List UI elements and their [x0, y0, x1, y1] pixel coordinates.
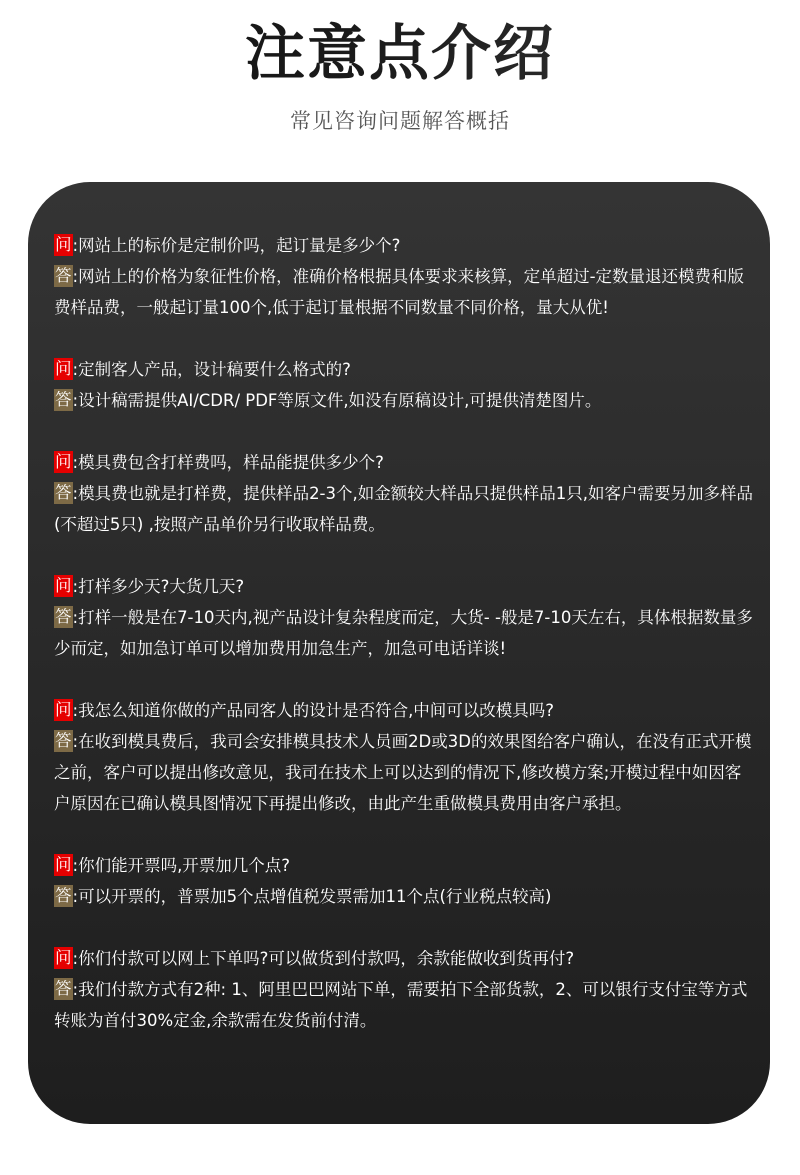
faq-item	[54, 943, 754, 1036]
faq-answer	[54, 261, 754, 323]
answer-text: 网站上的价格为象征性价格，准确价格根据具体要求来核算，定单超过-定数量退还模费和版费样品费，一般起订量100个,低于起订量根据不同数量不同价格，量大从优!	[54, 267, 745, 317]
faq-item	[54, 850, 754, 912]
question-badge: 问	[55, 235, 72, 254]
answer-badge: 答	[55, 979, 72, 998]
question-text: 网站上的标价是定制价吗，起订量是多少个?	[78, 236, 401, 255]
faq-item	[54, 695, 754, 819]
faq-question	[54, 850, 754, 881]
question-text: 你们能开票吗,开票加几个点?	[78, 856, 291, 875]
faq-item	[54, 354, 754, 416]
faq-question	[54, 447, 754, 478]
separator: :	[72, 887, 79, 906]
question-text: 你们付款可以网上下单吗?可以做货到付款吗，余款能做收到货再付?	[78, 949, 575, 968]
question-badge: 问	[55, 948, 72, 967]
question-text: 定制客人产品，设计稿要什么格式的?	[78, 360, 351, 379]
separator: :	[72, 577, 79, 596]
faq-item	[54, 571, 754, 664]
question-badge: 问	[55, 359, 72, 378]
separator: :	[72, 267, 79, 286]
faq-answer	[54, 602, 754, 664]
answer-text: 设计稿需提供AI/CDR/ PDF等原文件,如没有原稿设计,可提供清楚图片。	[78, 391, 602, 410]
faq-item	[54, 230, 754, 323]
answer-text: 模具费也就是打样费，提供样品2-3个,如金额较大样品只提供样品1只,如客户需要另加多样品(不超过5只) ,按照产品单价另行收取样品费。	[54, 484, 753, 534]
separator: :	[72, 236, 79, 255]
faq-question	[54, 571, 754, 602]
separator: :	[72, 453, 79, 472]
question-text: 打样多少天?大货几天?	[78, 577, 245, 596]
faq-item	[54, 447, 754, 540]
answer-text: 打样一般是在7-10天内,视产品设计复杂程度而定，大货- -般是7-10天左右，具体根据数量多少而定，如加急订单可以增加费用加急生产，加急可电话详谈!	[54, 608, 753, 658]
faq-answer	[54, 881, 754, 912]
question-badge: 问	[55, 576, 72, 595]
separator: :	[72, 980, 79, 999]
separator: :	[72, 949, 79, 968]
faq-question	[54, 354, 754, 385]
separator: :	[72, 856, 79, 875]
answer-text: 可以开票的，普票加5个点增值税发票需加11个点(行业税点较高)	[78, 887, 552, 906]
separator: :	[72, 360, 79, 379]
question-badge: 问	[55, 855, 72, 874]
page-title: 注意点介绍	[0, 14, 800, 94]
faq-question	[54, 943, 754, 974]
separator: :	[72, 732, 79, 751]
answer-badge: 答	[55, 886, 72, 905]
faq-question	[54, 695, 754, 726]
question-text: 模具费包含打样费吗，样品能提供多少个?	[78, 453, 384, 472]
faq-answer	[54, 974, 754, 1036]
faq-answer	[54, 478, 754, 540]
separator: :	[72, 391, 79, 410]
answer-text: 在收到模具费后，我司会安排模具技术人员画2D或3D的效果图给客户确认，在没有正式开模之前，客户可以提出修改意见，我司在技术上可以达到的情况下,修改模方案;开模过程中如因客户原因在已确认模具图情况下再提出修改，由此产生重做模具费用由客户承担。	[54, 732, 752, 813]
page-subtitle: 常见咨询问题解答概括	[290, 109, 510, 133]
question-badge: 问	[55, 700, 72, 719]
answer-badge: 答	[55, 266, 72, 285]
separator: :	[72, 484, 79, 503]
faq-question	[54, 230, 754, 261]
answer-badge: 答	[55, 390, 72, 409]
faq-answer	[54, 385, 754, 416]
faq-answer	[54, 726, 754, 819]
faq-list	[54, 230, 754, 1067]
separator: :	[72, 608, 79, 627]
answer-badge: 答	[55, 483, 72, 502]
answer-badge: 答	[55, 607, 72, 626]
answer-text: 我们付款方式有2种: 1、阿里巴巴网站下单，需要拍下全部货款，2、可以银行支付宝等方式转账为首付30%定金,余款需在发货前付清。	[54, 980, 748, 1030]
question-badge: 问	[55, 452, 72, 471]
question-text: 我怎么知道你做的产品同客人的设计是否符合,中间可以改模具吗?	[78, 701, 555, 720]
separator: :	[72, 701, 79, 720]
answer-badge: 答	[55, 731, 72, 750]
